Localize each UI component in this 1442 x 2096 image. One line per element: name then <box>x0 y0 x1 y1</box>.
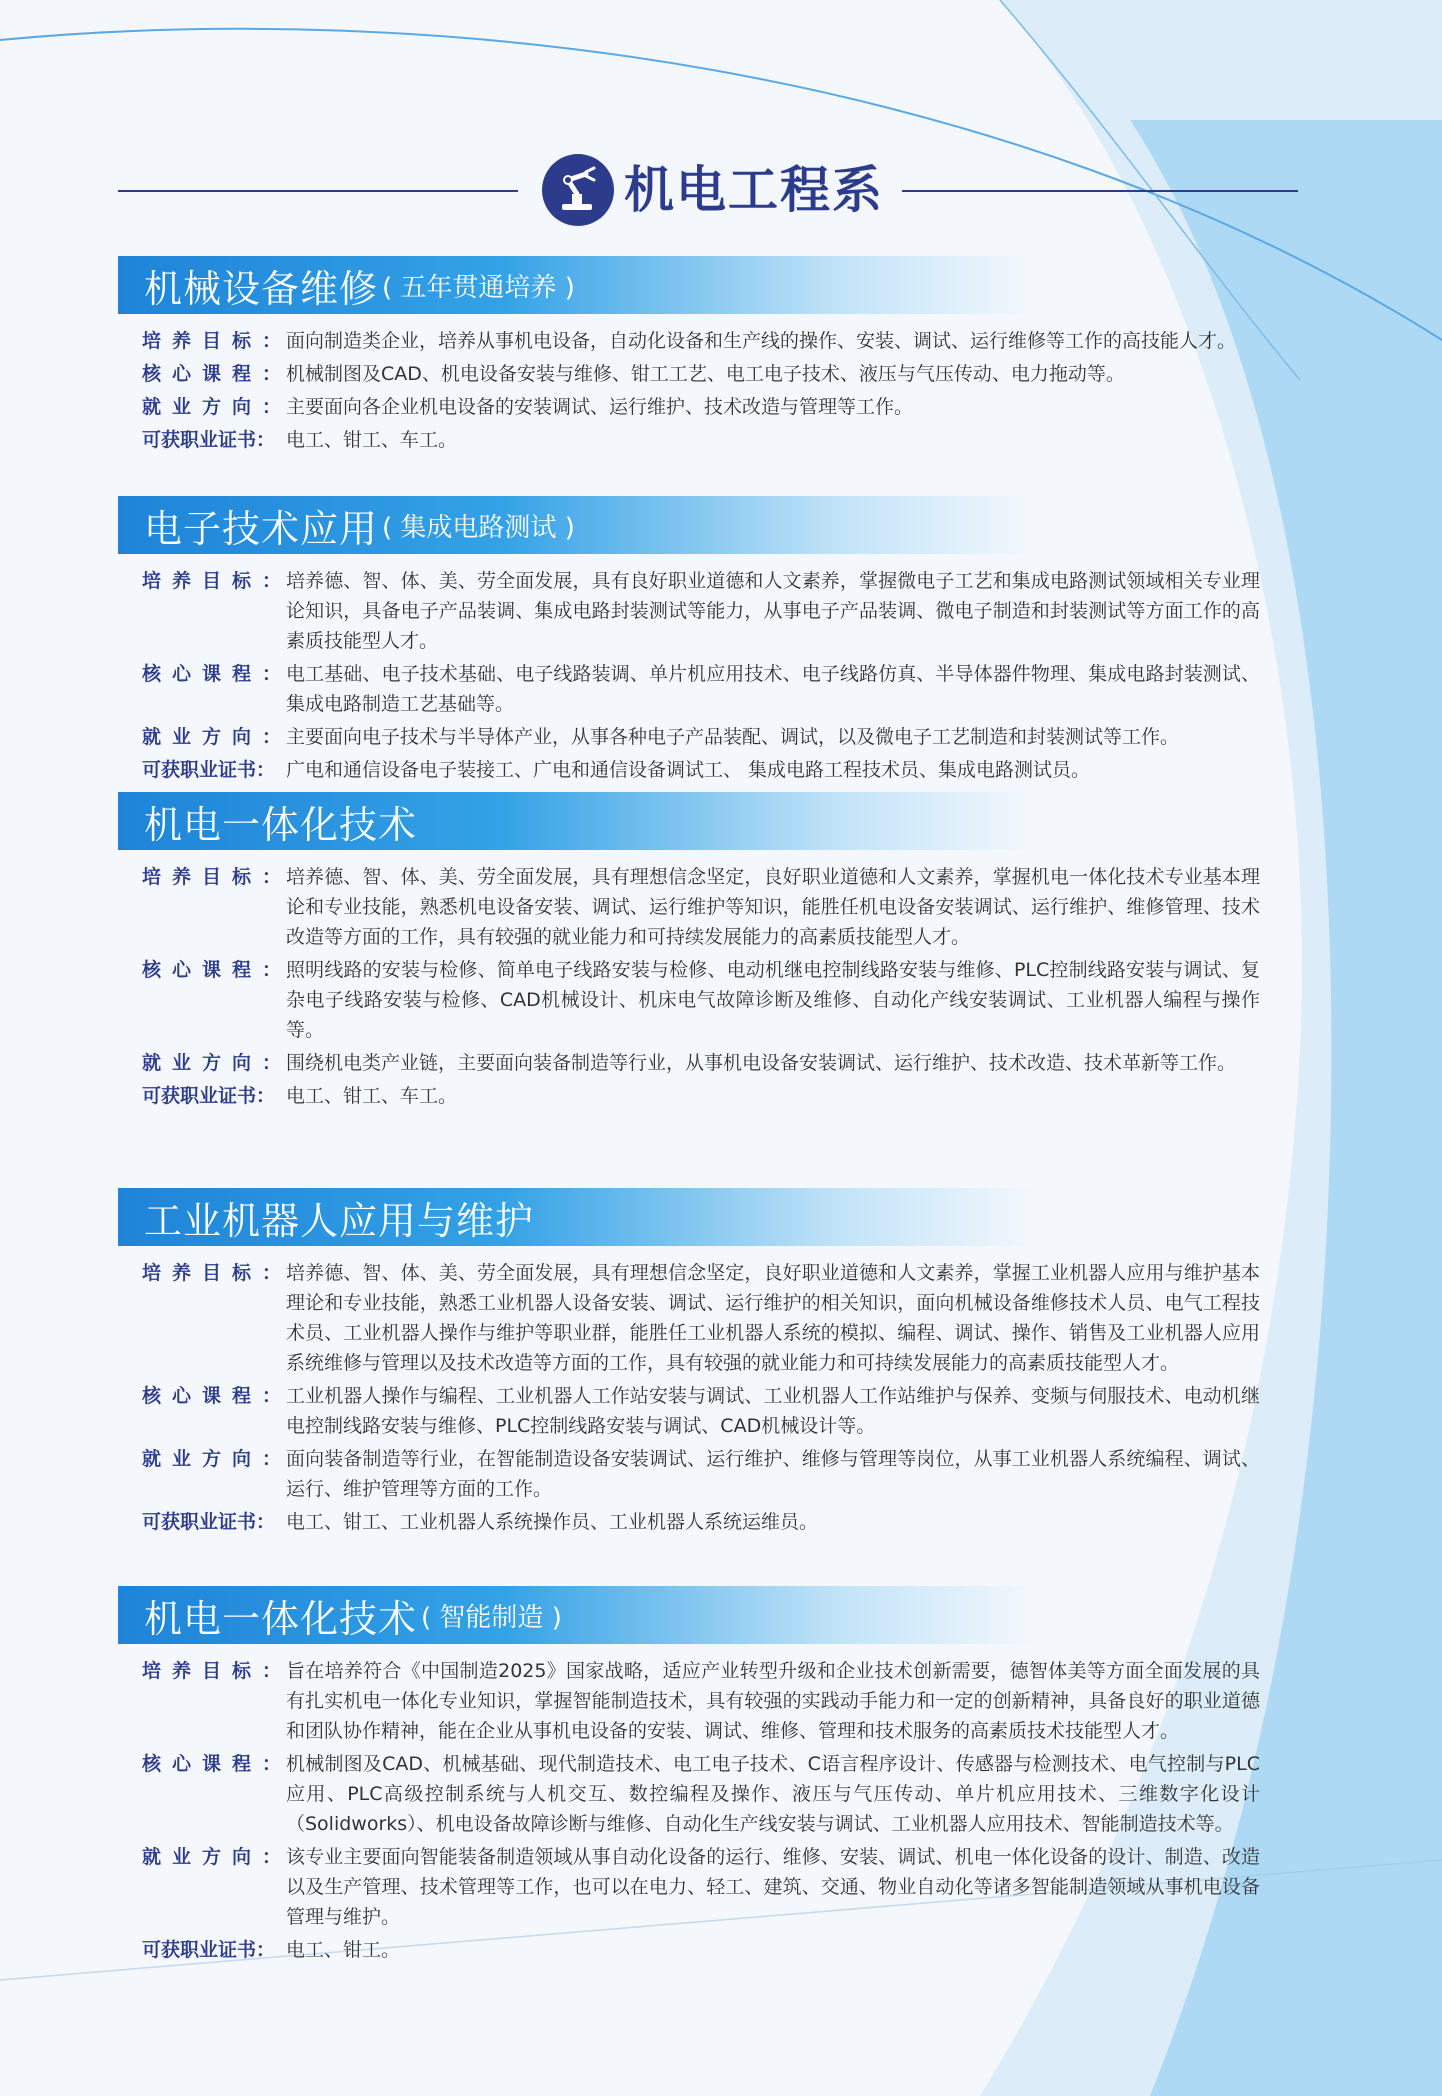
field-row <box>118 425 1278 455</box>
field-row <box>118 955 1278 1045</box>
field-label: 就业方向： <box>142 1448 293 1470</box>
field-row <box>118 392 1278 422</box>
field-row <box>118 1656 1278 1746</box>
field-label: 核心课程： <box>142 1385 293 1407</box>
field-row <box>118 1258 1278 1378</box>
field-row <box>118 1048 1278 1078</box>
major-name: 机电一体化技术 <box>144 1596 418 1641</box>
robot-arm-icon <box>542 154 614 226</box>
field-label: 可获职业证书： <box>142 1939 276 1961</box>
major-name: 机电一体化技术 <box>144 802 418 847</box>
field-label: 培养目标： <box>142 570 293 592</box>
field-row <box>118 1749 1278 1839</box>
field-label: 核心课程： <box>142 1753 293 1775</box>
header-rule-left <box>118 190 518 192</box>
field-row <box>118 326 1278 356</box>
major-banner <box>118 256 1038 314</box>
field-value: 该专业主要面向智能装备制造领域从事自动化设备的运行、维修、安装、调试、机电一体化设备的设计、制造、改造以及生产管理、技术管理等工作，也可以在电力、轻工、建筑、交通、物业自动化等诸多智能制造领域从事机电设备管理与维护。 <box>286 1846 1260 1928</box>
major-section <box>118 256 1278 455</box>
major-section <box>118 792 1278 1111</box>
field-value: 旨在培养符合《中国制造2025》国家战略，适应产业转型升级和企业技术创新需要，德智体美等方面全面发展的具有扎实机电一体化专业知识，掌握智能制造技术，具有较强的实践动手能力和一定的创新精神，具备良好的职业道德和团队协作精神，能在企业从事机电设备的安装、调试、维修、管理和技术服务的高素质技术技能型人才。 <box>286 1660 1260 1742</box>
field-row <box>118 1381 1278 1441</box>
field-label: 可获职业证书： <box>142 1085 276 1107</box>
major-section <box>118 1188 1278 1537</box>
field-value: 培养德、智、体、美、劳全面发展，具有理想信念坚定，良好职业道德和人文素养，掌握机电一体化技术专业基本理论和专业技能，熟悉机电设备安装、调试、运行维护等知识，能胜任机电设备安装调试、运行维护、维修管理、技术改造等方面的工作，具有较强的就业能力和可持续发展能力的高素质技能型人才。 <box>286 866 1260 948</box>
field-row <box>118 566 1278 656</box>
field-value: 主要面向各企业机电设备的安装调试、运行维护、技术改造与管理等工作。 <box>286 396 914 418</box>
major-name: 机械设备维修 <box>144 266 379 311</box>
field-row <box>118 1507 1278 1537</box>
field-label: 培养目标： <box>142 866 293 888</box>
field-value: 电工、钳工。 <box>286 1939 401 1961</box>
field-value: 电工基础、电子技术基础、电子线路装调、单片机应用技术、电子线路仿真、半导体器件物理、集成电路封装测试、集成电路制造工艺基础等。 <box>286 663 1260 715</box>
major-banner <box>118 496 1038 554</box>
major-section <box>118 1586 1278 1965</box>
field-value: 培养德、智、体、美、劳全面发展，具有良好职业道德和人文素养，掌握微电子工艺和集成电路测试领域相关专业理论知识，具备电子产品装调、集成电路封装测试等能力，从事电子产品装调、微电子制造和封装测试等方面工作的高素质技能型人才。 <box>286 570 1260 652</box>
field-row <box>118 1935 1278 1965</box>
field-label: 就业方向： <box>142 1846 293 1868</box>
major-subtitle: ( 五年贯通培养 ) <box>382 272 575 303</box>
field-row <box>118 659 1278 719</box>
field-label: 核心课程： <box>142 959 293 981</box>
major-subtitle: ( 智能制造 ) <box>421 1602 562 1633</box>
field-value: 围绕机电类产业链，主要面向装备制造等行业，从事机电设备安装调试、运行维护、技术改造、技术革新等工作。 <box>286 1052 1237 1074</box>
field-label: 培养目标： <box>142 330 293 352</box>
field-value: 培养德、智、体、美、劳全面发展，具有理想信念坚定，良好职业道德和人文素养，掌握工业机器人应用与维护基本理论和专业技能，熟悉工业机器人设备安装、调试、运行维护的相关知识，面向机械设备维修技术人员、电气工程技术员、工业机器人操作与维护等职业群，能胜任工业机器人系统的模拟、编程、调试、操作、销售及工业机器人应用系统维修与管理以及技术改造等方面的工作，具有较强的就业能力和可持续发展能力的高素质技能型人才。 <box>286 1262 1260 1374</box>
field-label: 就业方向： <box>142 726 293 748</box>
field-row <box>118 1444 1278 1504</box>
major-banner <box>118 1188 1038 1246</box>
major-banner <box>118 792 1038 850</box>
field-row <box>118 862 1278 952</box>
field-value: 电工、钳工、车工。 <box>286 1085 458 1107</box>
field-row <box>118 722 1278 752</box>
field-label: 可获职业证书： <box>142 759 276 781</box>
field-label: 可获职业证书： <box>142 1511 276 1533</box>
field-value: 机械制图及CAD、机械基础、现代制造技术、电工电子技术、C语言程序设计、传感器与检测技术、电气控制与PLC应用、PLC高级控制系统与人机交互、数控编程及操作、液压与气压传动、单片机应用技术、三维数字化设计（Solidworks）、机电设备故障诊断与维修、自动化生产线安装与调试、工业机器人应用技术、智能制造技术等。 <box>286 1753 1260 1835</box>
field-value: 照明线路的安装与检修、简单电子线路安装与检修、电动机继电控制线路安装与维修、PLC控制线路安装与调试、复杂电子线路安装与检修、CAD机械设计、机床电气故障诊断及维修、自动化产线安装调试、工业机器人编程与操作等。 <box>286 959 1260 1041</box>
major-name: 电子技术应用 <box>144 506 379 551</box>
field-row <box>118 1081 1278 1111</box>
field-label: 就业方向： <box>142 1052 293 1074</box>
field-value: 广电和通信设备电子装接工、广电和通信设备调试工、 集成电路工程技术员、集成电路测试员。 <box>286 759 1091 781</box>
field-row <box>118 359 1278 389</box>
field-value: 电工、钳工、工业机器人系统操作员、工业机器人系统运维员。 <box>286 1511 819 1533</box>
field-label: 培养目标： <box>142 1660 293 1682</box>
field-label: 就业方向： <box>142 396 293 418</box>
field-value: 面向装备制造等行业，在智能制造设备安装调试、运行维护、维修与管理等岗位，从事工业机器人系统编程、调试、运行、维护管理等方面的工作。 <box>286 1448 1260 1500</box>
page-title: 机电工程系 <box>624 161 884 219</box>
field-label: 培养目标： <box>142 1262 293 1284</box>
major-banner <box>118 1586 1038 1644</box>
field-value: 机械制图及CAD、机电设备安装与维修、钳工工艺、电工电子技术、液压与气压传动、电力拖动等。 <box>286 363 1125 385</box>
major-subtitle: ( 集成电路测试 ) <box>382 512 575 543</box>
header-rule-right <box>902 190 1298 192</box>
department-header <box>118 150 1298 230</box>
major-section <box>118 496 1278 785</box>
field-value: 面向制造类企业，培养从事机电设备，自动化设备和生产线的操作、安装、调试、运行维修等工作的高技能人才。 <box>286 330 1237 352</box>
field-label: 可获职业证书： <box>142 429 276 451</box>
field-value: 主要面向电子技术与半导体产业，从事各种电子产品装配、调试，以及微电子工艺制造和封装测试等工作。 <box>286 726 1180 748</box>
field-row <box>118 1842 1278 1932</box>
field-value: 工业机器人操作与编程、工业机器人工作站安装与调试、工业机器人工作站维护与保养、变频与伺服技术、电动机继电控制线路安装与维修、PLC控制线路安装与调试、CAD机械设计等。 <box>286 1385 1260 1437</box>
field-label: 核心课程： <box>142 663 293 685</box>
major-name: 工业机器人应用与维护 <box>144 1198 535 1243</box>
field-label: 核心课程： <box>142 363 293 385</box>
field-row <box>118 755 1278 785</box>
field-value: 电工、钳工、车工。 <box>286 429 458 451</box>
